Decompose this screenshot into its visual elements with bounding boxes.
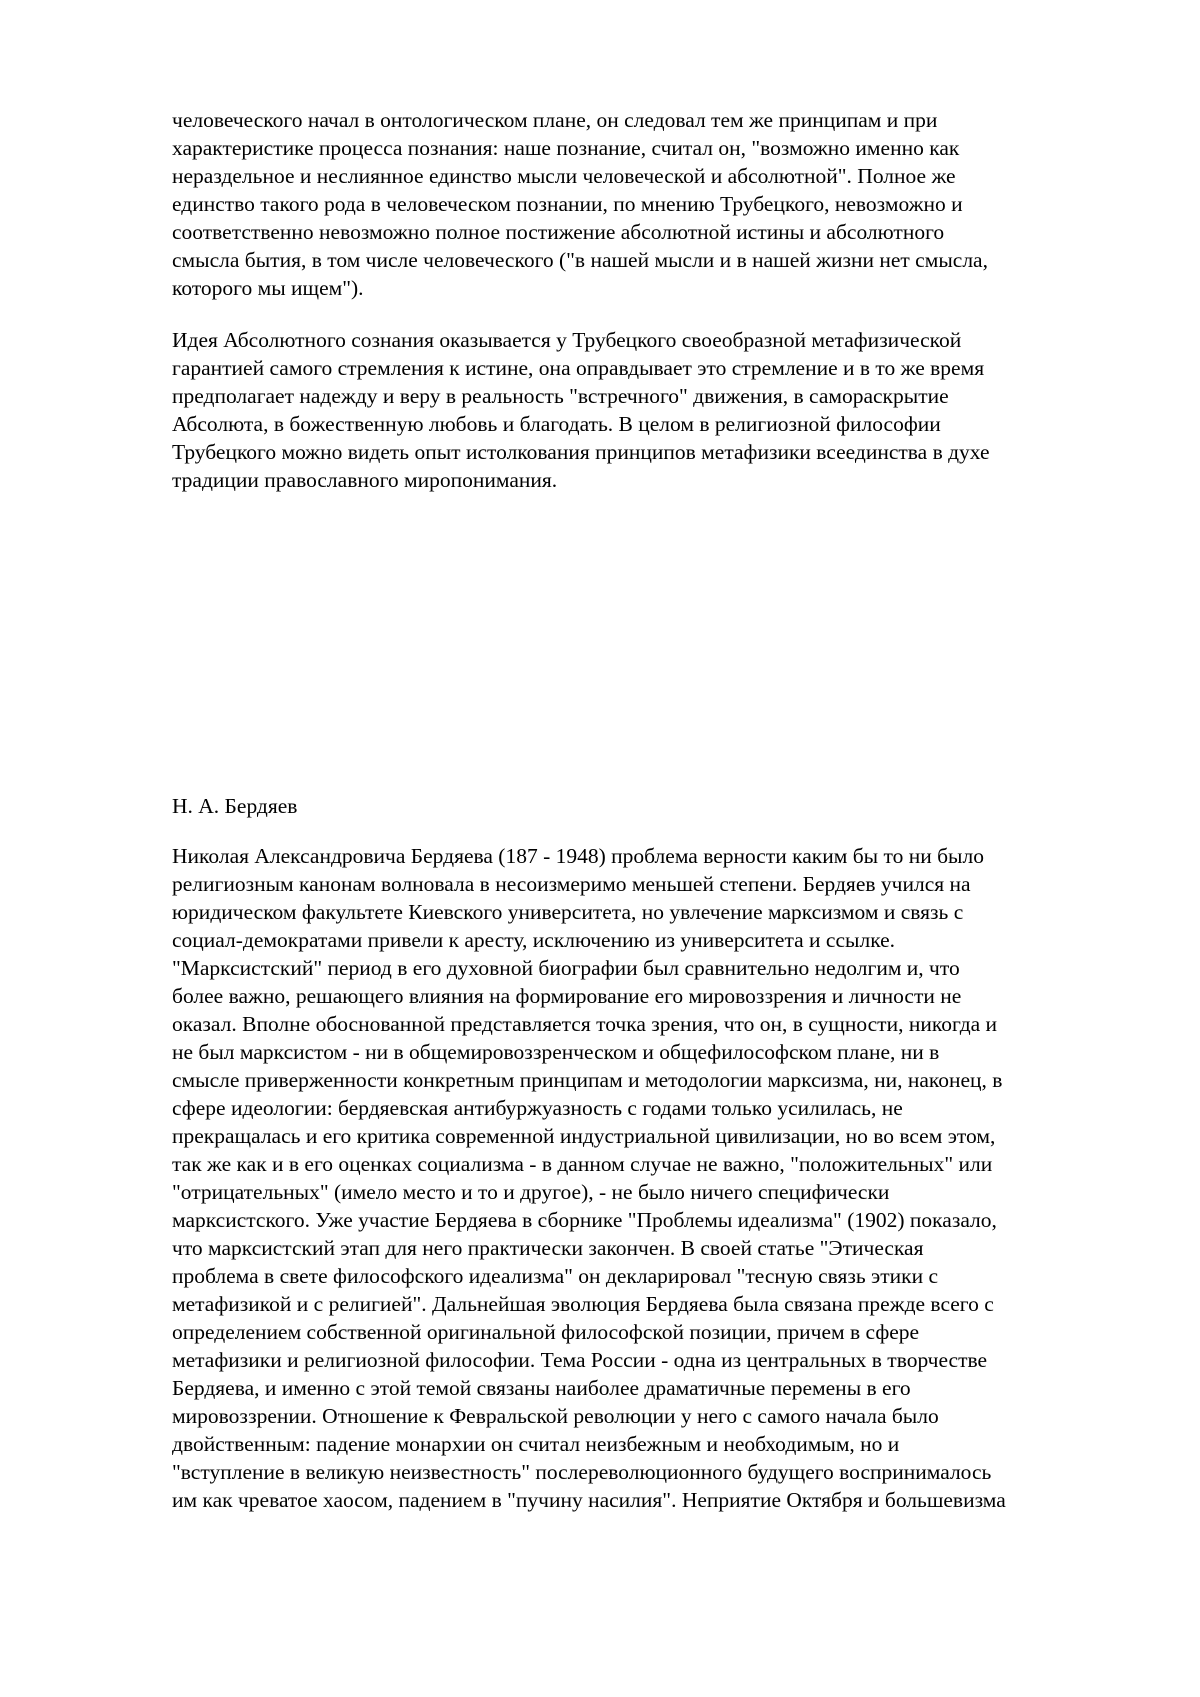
text-line: религиозным канонам волновала в несоизмеримо меньшей степени. Бердяев учился на <box>172 872 971 896</box>
text-line: соответственно невозможно полное постижение абсолютной истины и абсолютного <box>172 220 945 244</box>
text-line: двойственным: падение монархии он считал неизбежным и необходимым, но и <box>172 1432 900 1456</box>
text-line: предполагает надежду и веру в реальность "встречного" движения, в самораскрытие <box>172 384 949 408</box>
text-line: социал-демократами привели к аресту, исключению из университета и ссылке. <box>172 928 896 952</box>
text-line: марксистского. Уже участие Бердяева в сборнике "Проблемы идеализма" (1902) показало, <box>172 1208 997 1232</box>
text-line: Бердяева, и именно с этой темой связаны наиболее драматичные перемены в его <box>172 1376 911 1400</box>
text-line: что марксистский этап для него практически закончен. В своей статье "Этическая <box>172 1236 924 1260</box>
text-line: им как чреватое хаосом, падением в "пучину насилия". Неприятие Октября и большевизма <box>172 1488 1006 1512</box>
text-line: человеческого начал в онтологическом плане, он следовал тем же принципам и при <box>172 108 938 132</box>
text-line: метафизикой и с религией". Дальнейшая эволюция Бердяева была связана прежде всего с <box>172 1292 994 1316</box>
text-line: традиции православного миропонимания. <box>172 468 558 492</box>
text-line: "вступление в великую неизвестность" послереволюционного будущего воспринималось <box>172 1460 992 1484</box>
text-line: смысла бытия, в том числе человеческого ("в нашей мысли и в нашей жизни нет смысла, <box>172 248 988 272</box>
text-line: определением собственной оригинальной философской позиции, причем в сфере <box>172 1320 920 1344</box>
text-line: нераздельное и неслиянное единство мысли человеческой и абсолютной". Полное же <box>172 164 956 188</box>
text-line: единство такого рода в человеческом познании, по мнению Трубецкого, невозможно и <box>172 192 963 216</box>
text-line: Николая Александровича Бердяева (187 - 1948) проблема верности каким бы то ни было <box>172 844 984 868</box>
text-line: мировоззрении. Отношение к Февральской революции у него с самого начала было <box>172 1404 939 1428</box>
text-line: "Марксистский" период в его духовной биографии был сравнительно недолгим и, что <box>172 956 960 980</box>
text-line: оказал. Вполне обоснованной представляется точка зрения, что он, в сущности, никогда и <box>172 1012 998 1036</box>
heading-text: Н. А. Бердяев <box>172 794 298 818</box>
text-line: прекращалась и его критика современной индустриальной цивилизации, но во всем этом, <box>172 1124 996 1148</box>
text-line: характеристике процесса познания: наше познание, считал он, "возможно именно как <box>172 136 960 160</box>
text-line: которого мы ищем"). <box>172 276 364 300</box>
text-line: не был марксистом - ни в общемировоззренческом и общефилософском плане, ни в <box>172 1040 940 1064</box>
text-line: проблема в свете философского идеализма" он декларировал "тесную связь этики с <box>172 1264 939 1288</box>
text-line: "отрицательных" (имело место и то и другое), - не было ничего специфически <box>172 1180 890 1204</box>
text-line: метафизики и религиозной философии. Тема России - одна из центральных в творчестве <box>172 1348 988 1372</box>
text-line: сфере идеологии: бердяевская антибуржуазность с годами только усилилась, не <box>172 1096 903 1120</box>
text-line: Трубецкого можно видеть опыт истолкования принципов метафизики всеединства в духе <box>172 440 990 464</box>
text-line: более важно, решающего влияния на формирование его мировоззрения и личности не <box>172 984 962 1008</box>
text-line: смысле приверженности конкретным принципам и методологии марксизма, ни, наконец, в <box>172 1068 1003 1092</box>
text-line: так же как и в его оценках социализма - в данном случае не важно, "положительных" или <box>172 1152 993 1176</box>
text-line: Идея Абсолютного сознания оказывается у Трубецкого своеобразной метафизической <box>172 328 962 352</box>
text-line: Абсолюта, в божественную любовь и благодать. В целом в религиозной философии <box>172 412 941 436</box>
text-line: юридическом факультете Киевского университета, но увлечение марксизмом и связь с <box>172 900 964 924</box>
text-line: гарантией самого стремления к истине, она оправдывает это стремление и в то же время <box>172 356 985 380</box>
